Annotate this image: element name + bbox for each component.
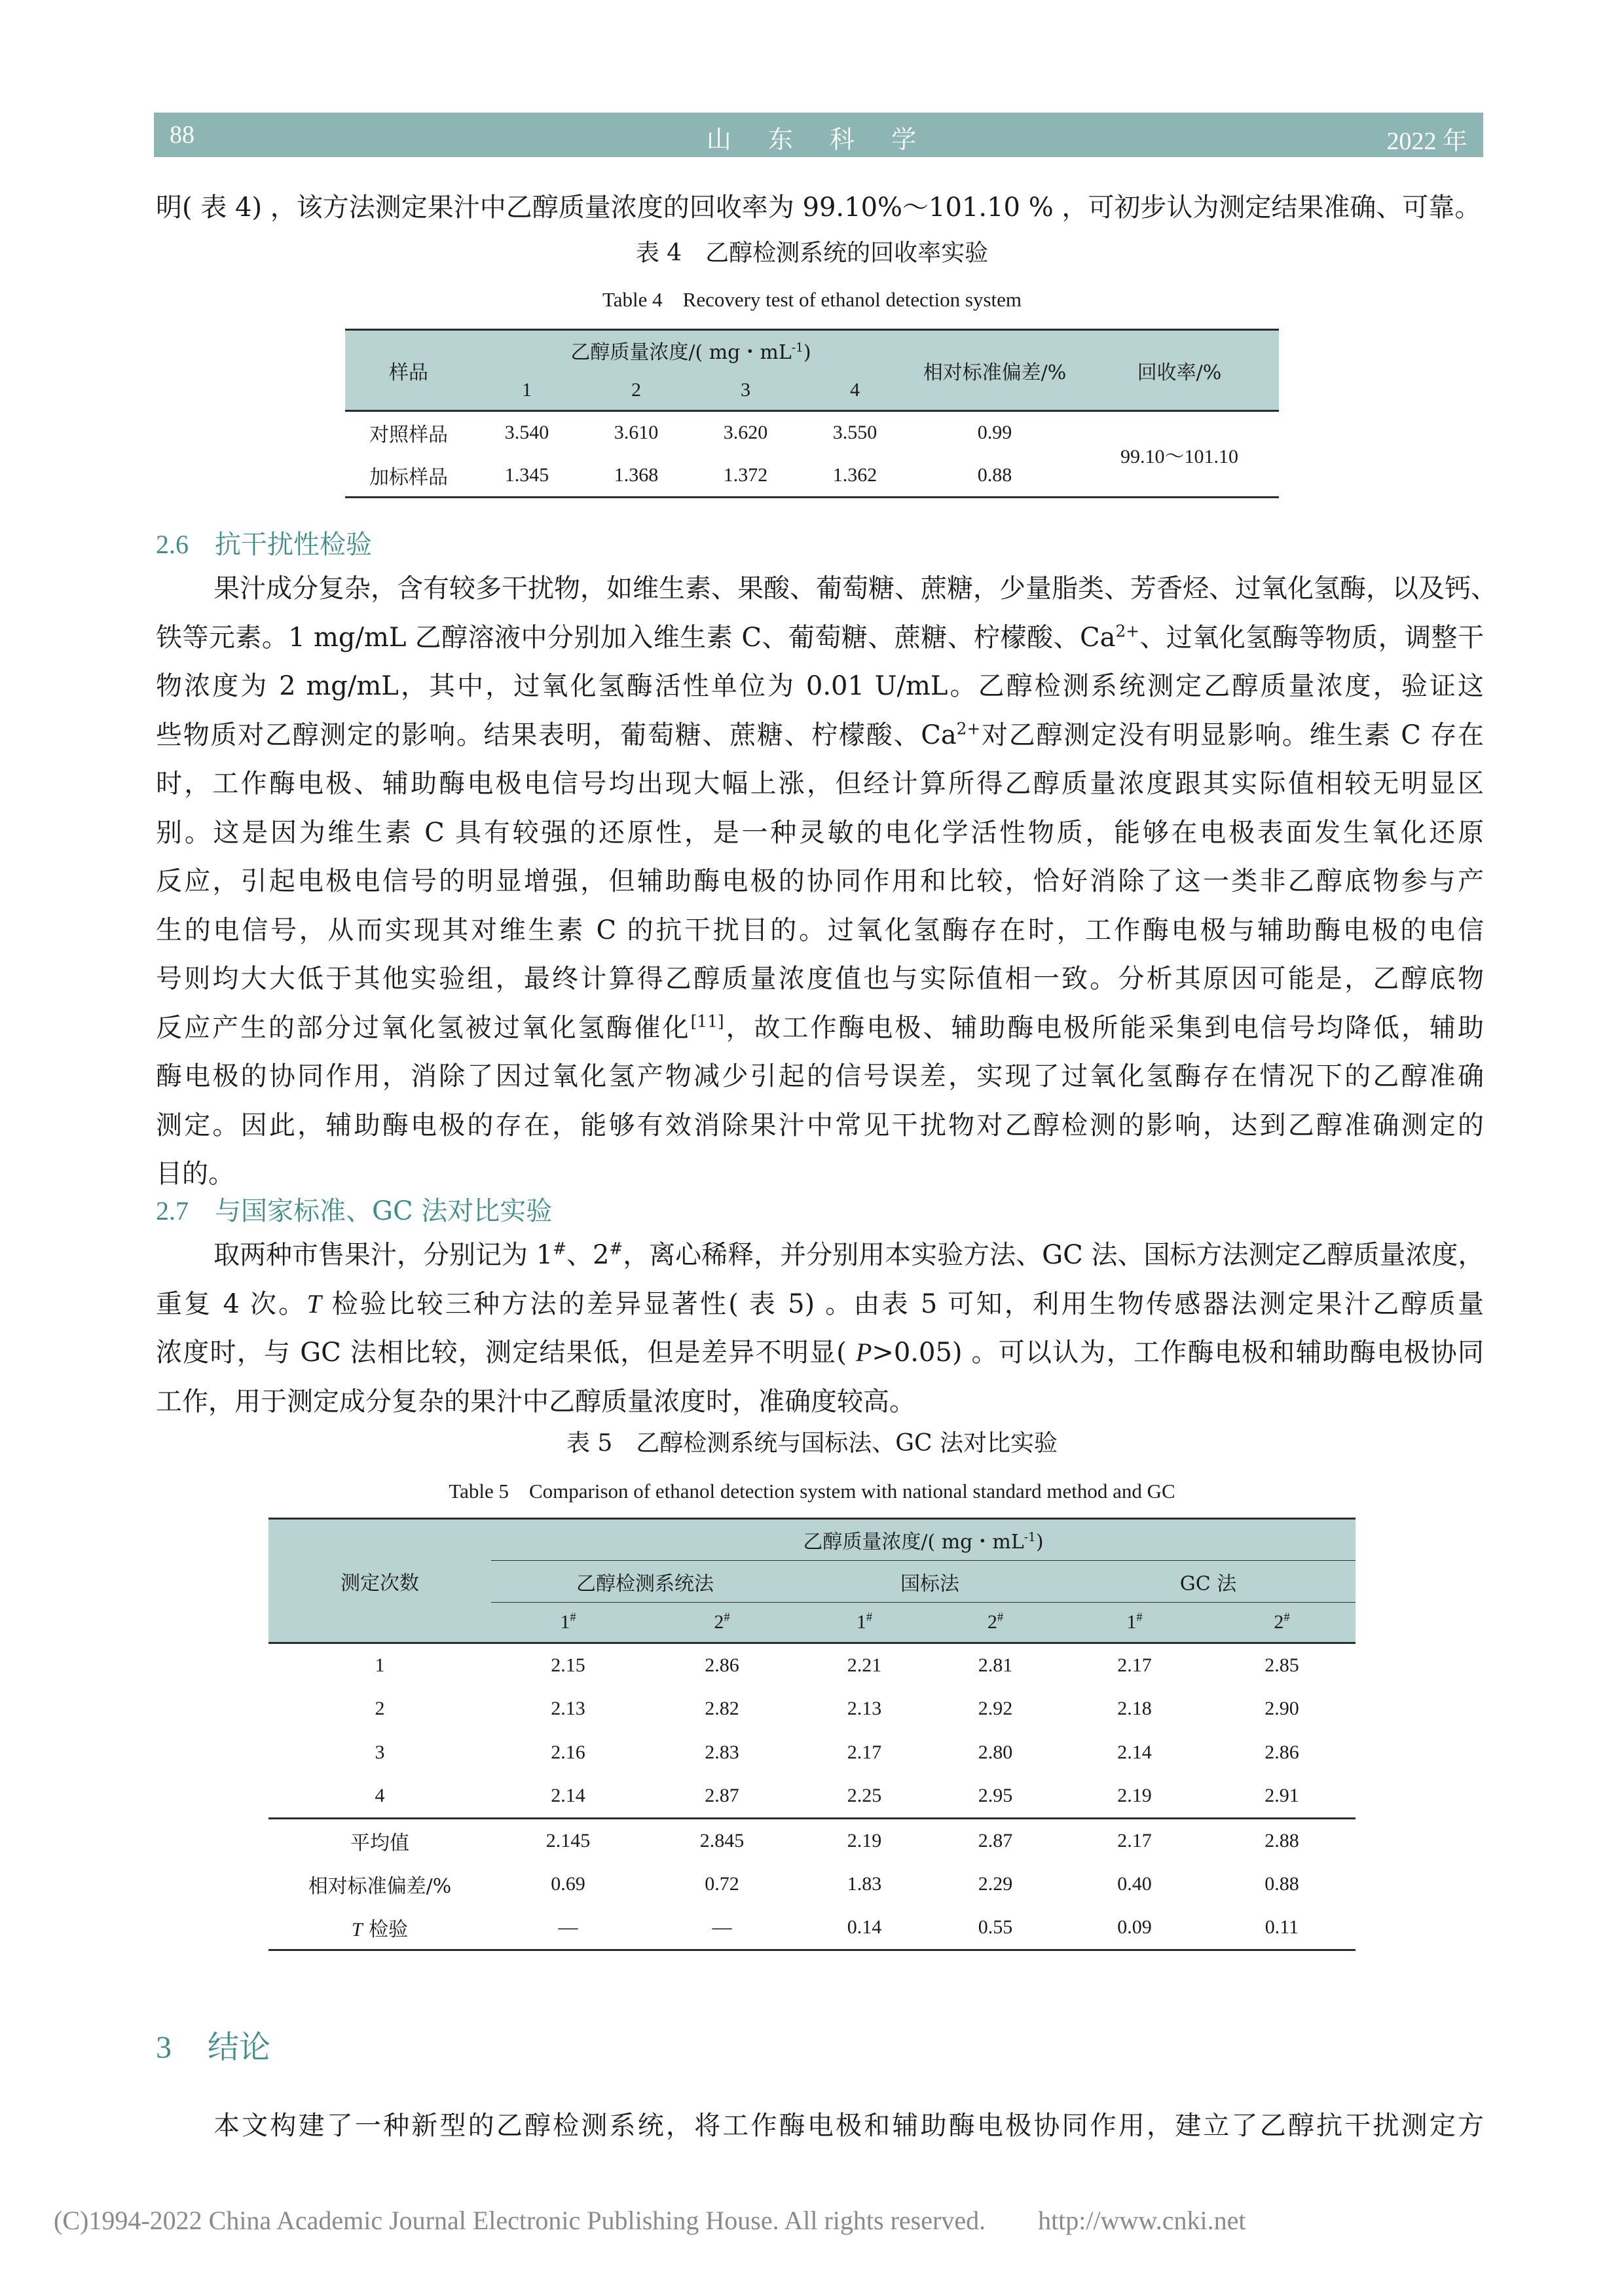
table5-sample-header: 2# <box>930 1603 1061 1643</box>
table4-recovery-value: 99.10～101.10 <box>1080 411 1279 498</box>
table-cell: 0.55 <box>978 1916 1013 1939</box>
table-cell: 2.17 <box>1117 1654 1152 1676</box>
table-row <box>345 411 1279 454</box>
table-cell: 2.87 <box>705 1785 739 1807</box>
table5-sample-header: 1# <box>799 1603 930 1643</box>
text-line: 浓度时，与 GC 法相比较，测定结果低，但是差异不明显( P>0.05) 。可以认为，工作酶电极和辅助酶电极协同 <box>156 1338 1485 1368</box>
citation-ref: [11] <box>690 1011 724 1031</box>
table-cell: 0.69 <box>551 1873 585 1895</box>
table-cell: 1.368 <box>614 464 659 486</box>
table4-subheader: 4 <box>800 371 910 411</box>
table-cell: 0.40 <box>1117 1873 1152 1895</box>
table-cell: 2.80 <box>978 1741 1013 1763</box>
table-cell: 2.92 <box>978 1698 1013 1719</box>
table5-header-conc: 乙醇质量浓度/( mg・$mL^{-1}$) <box>491 1519 1356 1561</box>
table4-subheader: 3 <box>691 371 800 411</box>
text-line: 些物质对乙醇测定的影响。结果表明，葡萄糖、蔗糖、柠檬酸、$Ca^{2+}$对乙醇测定没有明显影响。维生素 C 存在 <box>156 719 1484 750</box>
table-cell: 2.88 <box>1264 1829 1299 1851</box>
table-cell: 2.145 <box>545 1829 591 1851</box>
journal-name: 山 东 科 学 <box>706 125 931 154</box>
table-row <box>268 1863 1356 1906</box>
text-line: 别。这是因为维生素 C 具有较强的还原性，是一种灵敏的电化学活性物质，能够在电极表面发生氧化还原 <box>156 817 1484 848</box>
copyright-footer: (C)1994-2022 China Academic Journal Electronic Publishing House. All rights reserved. http://www.cnki.net <box>54 2206 1246 2235</box>
table4-header-sample: 样品 <box>345 330 472 411</box>
text-line: 本文构建了一种新型的乙醇检测系统，将工作酶电极和辅助酶电极协同作用，建立了乙醇抗干扰测定方 <box>213 2111 1484 2141</box>
table5-sample-header: 2# <box>645 1603 799 1643</box>
table5-caption-zh: 表 5 乙醇检测系统与国标法、GC 法对比实验 <box>566 1430 1058 1457</box>
table-cell: 3.540 <box>504 422 549 444</box>
row-label: 对照样品 <box>369 424 448 447</box>
table4-caption-zh: 表 4 乙醇检测系统的回收率实验 <box>635 240 989 266</box>
table5-method-header: 国标法 <box>799 1561 1061 1603</box>
table-cell: 2.83 <box>705 1741 739 1763</box>
table-cell: 0.88 <box>1264 1873 1299 1895</box>
row-label: 相对标准偏差/% <box>308 1875 452 1898</box>
table-cell: 2.19 <box>847 1829 882 1851</box>
table-cell: 2.21 <box>847 1654 882 1676</box>
section-2-7-body <box>156 1231 1484 1426</box>
table-cell: 2.13 <box>551 1698 585 1719</box>
table4-header-recovery: 回收率/% <box>1080 330 1279 411</box>
text-line: 取两种市售果汁，分别记为 1#、2#，离心稀释，并分别用本实验方法、GC 法、国标方法测定乙醇质量浓度， <box>213 1239 1485 1270</box>
row-label: T 检验 <box>351 1918 409 1942</box>
text-line: 测定。因此，辅助酶电极的存在，能够有效消除果汁中常见干扰物对乙醇检测的影响，达到乙醇准确测定的 <box>156 1110 1484 1140</box>
table-cell: 2.85 <box>1264 1654 1299 1676</box>
table-cell: 2.90 <box>1264 1698 1299 1719</box>
table5-caption-en: Table 5 Comparison of ethanol detection system with national standard method and GC <box>449 1480 1175 1503</box>
table-cell: 2.14 <box>1117 1741 1152 1763</box>
text-line: 目的。 <box>156 1159 234 1189</box>
table-cell: 0.72 <box>705 1873 739 1895</box>
table4-header-conc: 乙醇质量浓度/( mg・$mL^{-1}$) <box>472 330 910 371</box>
table4-header-rsd: 相对标准偏差/% <box>910 330 1080 411</box>
text-line: 工作，用于测定成分复杂的果汁中乙醇质量浓度时，准确度较高。 <box>156 1386 915 1417</box>
text-line: 反应产生的部分过氧化氢被过氧化氢酶催化[11]，故工作酶电极、辅助酶电极所能采集到电信号均降低，辅助 <box>156 1011 1484 1043</box>
table-row <box>268 1819 1356 1863</box>
table-row <box>268 1906 1356 1950</box>
page-number: 88 <box>170 121 194 149</box>
table-cell: 2.15 <box>551 1654 585 1676</box>
table-cell: 2.14 <box>551 1785 585 1807</box>
table-cell: 1.362 <box>832 464 877 486</box>
table-cell: 2.845 <box>699 1829 745 1851</box>
section-2-6-body <box>156 564 1497 1199</box>
table-row <box>268 1731 1356 1775</box>
table-cell: 2.13 <box>847 1698 882 1719</box>
table-cell: 2.25 <box>847 1785 882 1807</box>
table4-subheader: 2 <box>581 371 691 411</box>
text-line: 铁等元素。1 mg/mL 乙醇溶液中分别加入维生素 C、葡萄糖、蔗糖、柠檬酸、$Ca^{2+}$、过氧化氢酶等物质，调整干 <box>156 621 1485 653</box>
table-cell: 2.17 <box>1117 1829 1152 1851</box>
table-cell: 3.550 <box>832 422 877 444</box>
table4 <box>345 329 1279 498</box>
table-cell: 2.29 <box>978 1873 1013 1895</box>
section-2-7-heading: 2.7 与国家标准、GC 法对比实验 <box>156 1196 553 1226</box>
table5 <box>268 1518 1356 1951</box>
row-label: 3 <box>375 1741 385 1763</box>
table-cell: 2.87 <box>978 1829 1013 1851</box>
table-cell: 2.91 <box>1264 1785 1299 1807</box>
table-cell: 2.16 <box>551 1741 585 1763</box>
table-cell: 2.81 <box>978 1654 1013 1676</box>
table-cell: 0.14 <box>847 1916 882 1939</box>
table-cell: 1.345 <box>504 464 549 486</box>
table-cell: 2.18 <box>1117 1698 1152 1719</box>
table-cell: 1.372 <box>723 464 768 486</box>
row-label: 2 <box>375 1698 385 1719</box>
table-cell: 3.610 <box>614 422 659 444</box>
table-cell: 2.19 <box>1117 1785 1152 1807</box>
table-cell: 1.83 <box>847 1873 882 1895</box>
table5-method-header: GC 法 <box>1061 1561 1356 1603</box>
table-cell: 2.17 <box>847 1741 882 1763</box>
row-label: 平均值 <box>350 1831 409 1855</box>
text-line: 号则均大大低于其他实验组，最终计算得乙醇质量浓度值也与实际值相一致。分析其原因可能是，乙醇底物 <box>156 964 1484 994</box>
table-cell: 2.86 <box>1264 1741 1299 1763</box>
table-cell: 2.95 <box>978 1785 1013 1807</box>
section-2-6-heading: 2.6 抗干扰性检验 <box>156 530 372 560</box>
text-line: 生的电信号，从而实现其对维生素 C 的抗干扰目的。过氧化氢酶存在时，工作酶电极与辅助酶电极的电信 <box>156 915 1484 945</box>
table-cell: 2.86 <box>705 1654 739 1676</box>
text-line: 反应，引起电极电信号的明显增强，但辅助酶电极的协同作用和比较，恰好消除了这一类非乙醇底物参与产 <box>156 866 1484 896</box>
table5-sample-header: 1# <box>491 1603 645 1643</box>
text-line: 时，工作酶电极、辅助酶电极电信号均出现大幅上涨，但经计算所得乙醇质量浓度跟其实际值相较无明显区 <box>156 769 1484 799</box>
text-line: 果汁成分复杂，含有较多干扰物，如维生素、果酸、葡萄糖、蔗糖，少量脂类、芳香烃、过氧化氢酶，以及钙、 <box>213 574 1497 604</box>
table-cell: 3.620 <box>723 422 768 444</box>
text-line: 重复 4 次。T 检验比较三种方法的差异显著性( 表 5) 。由表 5 可知，利用生物传感器法测定果汁乙醇质量 <box>156 1288 1484 1319</box>
table5-header-count: 测定次数 <box>268 1519 491 1643</box>
section-3-heading: 3 结论 <box>156 2029 271 2066</box>
row-label: 1 <box>375 1654 385 1676</box>
running-header <box>154 113 1483 157</box>
row-label: 加标样品 <box>369 465 448 489</box>
table-cell: 2.82 <box>705 1698 739 1719</box>
table-row <box>268 1775 1356 1819</box>
table5-method-header: 乙醇检测系统法 <box>491 1561 799 1603</box>
table4-subheader: 1 <box>472 371 581 411</box>
text-line: 物浓度为 2 mg/mL，其中，过氧化氢酶活性单位为 0.01 U/mL。乙醇检测系统测定乙醇质量浓度，验证这 <box>156 671 1484 701</box>
table-cell: 0.99 <box>977 422 1012 444</box>
table-cell: 0.88 <box>977 464 1012 486</box>
publication-year: 2022 年 <box>1386 128 1467 155</box>
table-cell: — <box>712 1916 732 1939</box>
text-line: 酶电极的协同作用，消除了因过氧化氢产物减少引起的信号误差，实现了过氧化氢酶存在情况下的乙醇准确 <box>156 1061 1484 1091</box>
table-row <box>268 1687 1356 1731</box>
table4-caption-en: Table 4 Recovery test of ethanol detection system <box>602 288 1022 311</box>
table-cell: 0.09 <box>1117 1916 1152 1939</box>
text-line: 明( 表 4) ，该方法测定果汁中乙醇质量浓度的回收率为 99.10%～101.10 % ，可初步认为测定结果准确、可靠。 <box>156 192 1481 223</box>
table5-sample-header: 1# <box>1061 1603 1208 1643</box>
table-cell: 0.11 <box>1264 1916 1299 1939</box>
table5-sample-header: 2# <box>1208 1603 1356 1643</box>
intro-paragraph <box>156 183 1484 232</box>
table-row <box>268 1643 1356 1687</box>
section-3-body <box>156 2102 1484 2151</box>
table-cell: — <box>558 1916 578 1939</box>
row-label: 4 <box>375 1785 385 1807</box>
